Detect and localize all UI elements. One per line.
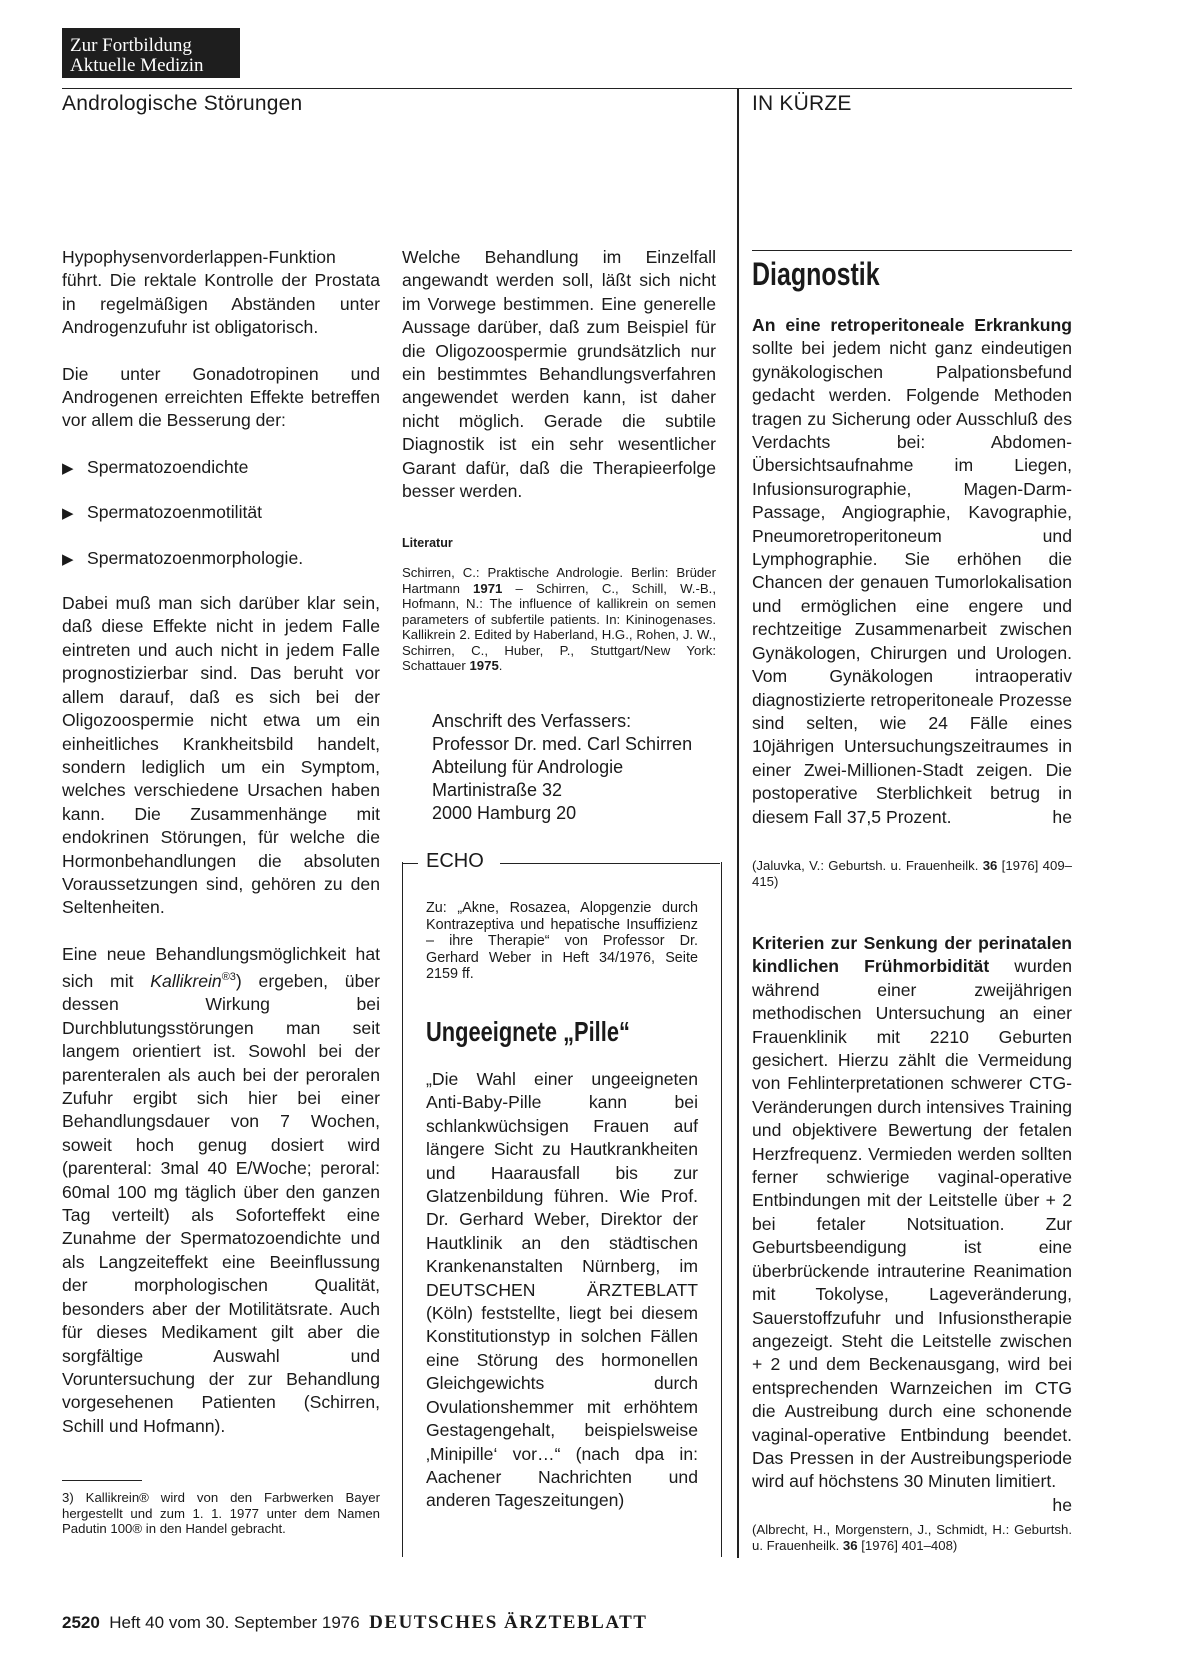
footnote: 3) Kallikrein® wird von den Farbwerken Bayer hergestellt und zum 1. 1. 1977 unter dem Namen Padutin 100® in den Handel gebracht. <box>62 1490 380 1536</box>
column-2 <box>402 246 716 526</box>
col3-paragraph-1: An eine retroperitoneale Erkrankung sollte bei jedem nicht ganz eindeutigen gynäkologischen Palpationsbefund gedacht werden. Folgende Methoden tragen zu Sicherung oder Ausschluß des Verdachts bei: Abdomen-Übersichtsaufnahme im Liegen, Infusionsurographie, Magen-Darm-Passage, Angiographie, Kavographie, Pneumoretroperitoneum und Lymphographie. Sie erhöhen die Chancen der genauen Tumorlokalisation und ermöglichen eine engere und rechtzeitige Zusammenarbeit zwischen Gynäkologen, Chirurgen und Urologen. Vom Gynäkologen intraoperativ diagnostizierte retroperitoneale Prozesse sind selten, wie 24 Fälle eines 10jährigen Untersuchungszeitraumes in einer Zwei-Millionen-Stadt zeigen. Die postoperative Sterblichkeit betrug in diesem Fall 37,5 Prozent. he <box>752 315 1072 827</box>
col1-paragraph-3: Dabei muß man sich darüber klar sein, daß diese Effekte nicht in jedem Falle eintreten und auch nicht in jedem Falle prognostizierbar sind. Das beruht vor allem darauf, daß es sich bei der Oligozoospermie nicht etwa um ein einheitliches Krankheitsbild handelt, sondern lediglich um ein Symptom, welches verschiedene Ursachen haben kann. Die Zusammenhänge mit endokrinen Störungen, für welche die Hormonbehandlungen die absoluten Voraussetzungen sind, gehören zu den Seltenheiten. <box>62 593 380 918</box>
sidebar-divider <box>737 88 739 1558</box>
diagnostik-top-rule <box>752 250 1072 251</box>
col1-paragraph-1: Hypophysenvorderlappen-Funktion führt. Die rektale Kontrolle der Prostata in regelmäßigen Abständen unter Androgenzufuhr ist obligatorisch. <box>62 247 380 338</box>
section-title: Andrologische Störungen <box>62 92 303 115</box>
col3-paragraph-2: Kriterien zur Senkung der perinatalen kindlichen Frühmorbidität wurden während einer zweijährigen methodischen Untersuchung an einer Frauenklinik mit 2210 Geburten gesichert. Hierzu zählt die Vermeidung von Fehlinterpretationen schwerer CTG-Veränderungen durch intensives Training und objektivere Bewertung der fetalen Herzfrequenz. Vermieden werden sollten ferner schwierige vaginal-operative Entbindungen mit der Leitstelle über + 2 bei fetaler Notsituation. Zur Geburtsbeendigung ist eine überbrückende intrauterine Reanimation mit Tokolyse, Lageveränderung, Sauerstoffzufuhr und Infusionstherapie angezeigt. Steht die Leitstelle zwischen + 2 und dem Beckenausgang, wird bei entsprechenden Warnzeichen im CTG die Austreibung durch eine schonende vaginal-operative Entbindung beendet. Das Pressen in der Austreibungsperiode wird auf höchstens 30 Minuten limitiert. he <box>752 933 1072 1515</box>
bullet-list <box>62 456 380 571</box>
header-rule <box>62 88 1072 89</box>
bullet-item: ▶ Spermatozoenmorphologie. <box>62 547 380 571</box>
triangle-bullet-icon: ▶ <box>62 459 74 477</box>
triangle-bullet-icon: ▶ <box>62 550 74 568</box>
magazine-name: DEUTSCHES ÄRZTEBLATT <box>369 1612 648 1633</box>
footnote-rule <box>62 1480 142 1481</box>
author-address: Anschrift des Verfassers: Professor Dr. med. Carl Schirren Abteilung für Andrologie Martinistraße 32 2000 Hamburg 20 <box>432 711 693 823</box>
issue-info: Heft 40 vom 30. September 1976 <box>109 1613 360 1632</box>
echo-top-rule-right <box>500 863 720 864</box>
echo-reference: Zu: „Akne, Rosazea, Alopgenzie durch Kontrazeptiva und hepatische Insuffizienz – ihre Therapie“ von Professor Dr. Gerhard Weber in Heft 34/1976, Seite 2159 ff. <box>426 900 698 982</box>
col1-paragraph-4: Eine neue Behandlungsmöglichkeit hat sich mit Kallikrein$^{®3}$) ergeben, über dessen Wirkung bei Durchblutungsstörungen man seit langem orientiert ist. Sowohl bei der parenteralen als auch bei der peroralen Zufuhr ergibt sich hier bei einer Behandlungsdauer von 7 Wochen, soweit hoch genug dosiert wird (parenteral: 3mal 40 E/Woche; peroral: 60mal 100 mg täglich über den ganzen Tag verteilt) als Soforteffekt eine Zunahme der Spermatozoendichte und als Langzeiteffekt eine Beeinflussung der morphologischen Qualität, besonders aber der Motilitätsrate. Auch für dieses Medikament gilt aber die sorgfältige Auswahl und Voruntersuchung der zur Behandlung vorgesehenen Patienten (Schirren, Schill und Hofmann). <box>62 943 380 1436</box>
badge-line-1: Zur Fortbildung <box>70 35 192 56</box>
badge-line-2: Aktuelle Medizin <box>70 55 204 76</box>
section-badge <box>62 28 240 78</box>
bullet-item: ▶ Spermatozoenmotilität <box>62 501 380 525</box>
reference-2: (Albrecht, H., Morgenstern, J., Schmidt, H.: Geburtsh. u. Frauenheilk. 36 [1976] 401–408) <box>752 1522 1072 1553</box>
echo-title: Ungeeignete „Pille“ <box>426 1016 630 1047</box>
bullet-item: ▶ Spermatozoendichte <box>62 456 380 480</box>
column-3-part-2 <box>752 932 1072 1517</box>
echo-body: „Die Wahl einer ungeeigneten Anti-Baby-Pille kann bei schlankwüchsigen Frauen auf längere Sicht zu Hautkrankheiten und Haarausfall bis zur Glatzenbildung führen. Wie Prof. Dr. Gerhard Weber, Direktor der Hautklinik an den städtischen Krankenanstalten Nürnberg, im DEUTSCHEN ÄRZTEBLATT (Köln) feststellte, liegt bei diesem Konstitutionstyp in solchen Fällen eine Störung des hormonellen Gleichgewichts durch Ovulationshemmer mit erhöhtem Gestagengehalt, beispielsweise ‚Minipille‘ vor…“ (nach dpa in: Aachener Nachrichten und anderen Tageszeitungen) <box>426 1069 698 1511</box>
literature-heading: Literatur <box>402 536 453 550</box>
sidebar-title: IN KÜRZE <box>752 92 852 115</box>
echo-label: ECHO <box>422 850 488 873</box>
column-1 <box>62 246 380 1461</box>
diagnostik-heading: Diagnostik <box>752 256 880 292</box>
triangle-bullet-icon: ▶ <box>62 505 74 523</box>
page-footer <box>62 1612 647 1634</box>
reference-1: (Jaluvka, V.: Geburtsh. u. Frauenheilk. 36 [1976] 409–415) <box>752 858 1072 889</box>
echo-top-rule-left <box>402 863 418 864</box>
literature-list: Schirren, C.: Praktische Andrologie. Berlin: Brüder Hartmann 1971 – Schirren, C., Schill, W.-B., Hofmann, N.: The influence of kallikrein on semen parameters of subfertile patients. In: Kininogenases. Kallikrein 2. Edited by Haberland, H.G., Rohen, J. W., Schirren, C., Huber, P., Stuttgart/New York: Schattauer 1975. <box>402 565 716 673</box>
col1-paragraph-2: Die unter Gonadotropinen und Androgenen erreichten Effekte betreffen vor allem die Besserung der: <box>62 363 380 431</box>
col2-paragraph-1: Welche Behandlung im Einzelfall angewandt werden soll, läßt sich nicht im Vorwege bestimmen. Eine generelle Aussage darüber, daß zum Beispiel für die Oligozoospermie grundsätzlich nur ein bestimmtes Behandlungsverfahren angewendet werden kann, ist daher nicht möglich. Gerade die subtile Diagnostik ist ein sehr wesentlicher Garant dafür, daß die Therapieerfolge besser werden. <box>402 247 716 502</box>
page-number: 2520 <box>62 1613 100 1632</box>
column-3 <box>752 314 1072 829</box>
